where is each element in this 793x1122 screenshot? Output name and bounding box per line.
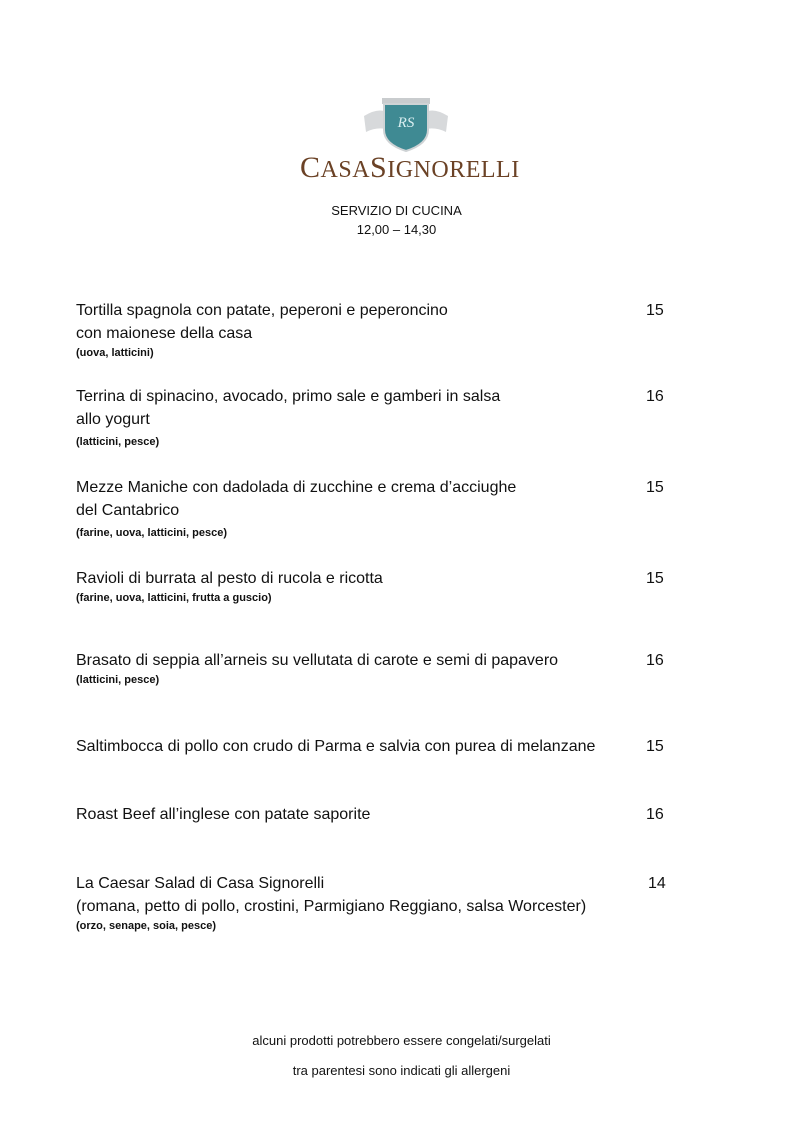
allergens: (farine, uova, latticini, pesce) [76, 527, 227, 539]
casa-signorelli-logo [300, 96, 520, 184]
service-hours: 12,00 – 14,30 [356, 222, 437, 237]
menu-item [76, 872, 676, 935]
dish-name: Ravioli di burrata al pesto di rucola e ricotta [76, 570, 383, 587]
dish-name: Roast Beef all’inglese con patate saporite [76, 806, 371, 823]
allergens: (latticini, pesce) [76, 674, 160, 686]
allergens: (farine, uova, latticini, frutta a guscio) [76, 592, 272, 604]
dish-description: allo yogurt [76, 411, 150, 428]
dish-description: con maionese della casa [76, 325, 253, 342]
service-title: SERVIZIO DI CUCINA [331, 203, 462, 218]
dish-description: del Cantabrico [76, 502, 180, 519]
price: 15 [646, 738, 664, 755]
menu-item [76, 735, 676, 758]
price: 14 [648, 875, 666, 892]
dish-name: La Caesar Salad di Casa Signorelli [76, 875, 325, 892]
menu-item [76, 567, 676, 607]
allergens: (latticini, pesce) [76, 436, 160, 448]
menu-item [76, 476, 676, 542]
price: 16 [646, 652, 664, 669]
frozen-products-note: alcuni prodotti potrebbero essere congelati/surgelati [252, 1033, 551, 1048]
dish-name: Tortilla spagnola con patate, peperoni e peperoncino [76, 302, 448, 319]
dish-name: Saltimbocca di pollo con crudo di Parma e salvia con purea di melanzane [76, 738, 596, 755]
price: 16 [646, 388, 664, 405]
price: 15 [646, 479, 664, 496]
dish-description: (romana, petto di pollo, crostini, Parmigiano Reggiano, salsa Worcester) [76, 898, 587, 915]
menu-item [76, 385, 676, 451]
menu-item [76, 649, 676, 689]
price: 15 [646, 570, 664, 587]
dish-name: Brasato di seppia all’arneis su vellutata di carote e semi di papavero [76, 652, 559, 669]
logo-wordmark: CASASIGNORELLI [300, 151, 520, 184]
crest-icon [360, 96, 452, 152]
price: 16 [646, 806, 664, 823]
allergens: (uova, latticini) [76, 347, 154, 359]
allergens-note: tra parentesi sono indicati gli allergeni [292, 1063, 511, 1078]
dish-name: Terrina di spinacino, avocado, primo sale e gamberi in salsa [76, 388, 501, 405]
allergens: (orzo, senape, soia, pesce) [76, 920, 216, 932]
price: 15 [646, 302, 664, 319]
dish-name: Mezze Maniche con dadolada di zucchine e crema d’acciughe [76, 479, 517, 496]
menu-item [76, 299, 676, 362]
menu-item [76, 803, 676, 826]
logo-monogram: RS [397, 115, 415, 131]
